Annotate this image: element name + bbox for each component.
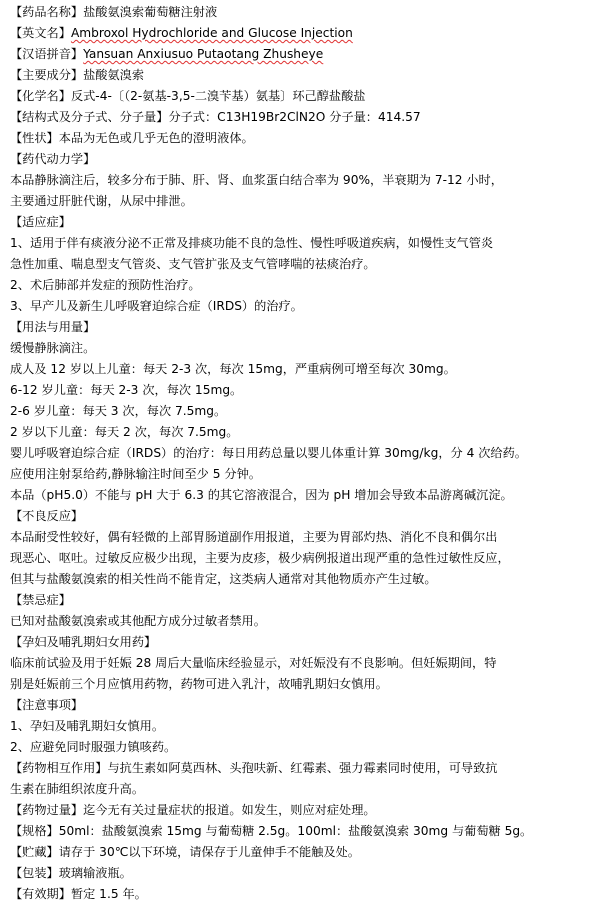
- ingredient-value: 盐酸氨溴索: [83, 68, 145, 82]
- expiry-label: 【有效期】: [10, 887, 71, 901]
- pinyin-line: [10, 44, 323, 65]
- interaction-text-line: 生素在肺组织浓度升高。: [10, 782, 145, 796]
- overdose-value: 迄今无有关过量症状的报道。如发生，则应对症处理。: [83, 803, 376, 817]
- expiry-value: 暂定 1.5 年。: [70, 887, 147, 901]
- usage-heading: 【用法与用量】: [10, 320, 96, 334]
- chemical-name-line: [10, 86, 365, 107]
- ingredient-line: [10, 65, 144, 86]
- pharmacokinetics-text-line: 主要通过肝脏代谢，从尿中排泄。: [10, 194, 193, 208]
- ingredient-label: 【主要成分】: [10, 68, 84, 82]
- overdose-line: [10, 800, 376, 821]
- contraindication-heading: 【禁忌症】: [10, 593, 71, 607]
- indication-text-line: 1、适用于伴有痰液分泌不正常及排痰功能不良的急性、慢性呼吸道疾病，如慢性支气管炎: [10, 236, 494, 250]
- adverse-reaction-text-line: 本品耐受性较好，偶有轻微的上部胃肠道副作用报道，主要为胃部灼热、消化不良和偶尔出: [10, 530, 498, 544]
- adverse-reaction-text-line: 但其与盐酸氨溴索的相关性尚不能肯定，这类病人通常对其他物质亦产生过敏。: [10, 572, 437, 586]
- interaction-text: 与抗生素如阿莫西林、头孢呋新、红霉素、强力霉素同时使用，可导致抗: [107, 761, 498, 775]
- storage-value: 请存于 30℃以下环境，请保存于儿童伸手不能触及处。: [58, 845, 360, 859]
- formula-value: 分子式：C13H19Br2ClN2O 分子量：414.57: [168, 110, 421, 124]
- storage-label: 【贮藏】: [10, 845, 59, 859]
- indication-text-line: 急性加重、喘息型支气管炎、支气管扩张及支气管哮喘的祛痰治疗。: [10, 257, 376, 271]
- overdose-label: 【药物过量】: [10, 803, 84, 817]
- drug-name-value: 盐酸氨溴索葡萄糖注射液: [83, 5, 218, 19]
- caution-heading: 【注意事项】: [10, 698, 84, 712]
- specification-label: 【规格】: [10, 824, 59, 838]
- chemical-name-label: 【化学名】: [10, 89, 71, 103]
- appearance-label: 【性状】: [10, 131, 59, 145]
- formula-label: 【结构式及分子式、分子量】: [10, 110, 169, 124]
- drug-name-line: [10, 2, 217, 23]
- usage-text-line: 本品（pH5.0）不能与 pH 大于 6.3 的其它溶液混合，因为 pH 增加会导致本品游离碱沉淀。: [10, 488, 513, 502]
- usage-text-line: 2 岁以下儿童：每天 2 次，每次 7.5mg。: [10, 425, 239, 439]
- usage-text-line: 2-6 岁儿童：每天 3 次，每次 7.5mg。: [10, 404, 227, 418]
- pharmacokinetics-text-line: 本品静脉滴注后，较多分布于肺、肝、肾、血浆蛋白结合率为 90%，半衰期为 7-12 小时，: [10, 173, 503, 187]
- package-label: 【包装】: [10, 866, 59, 880]
- interaction-line: [10, 758, 498, 779]
- adverse-reaction-text-line: 现恶心、呕吐。过敏反应极少出现，主要为皮疹，极少病例报道出现严重的急性过敏性反应，: [10, 551, 510, 565]
- indication-text-line: 3、早产儿及新生儿呼吸窘迫综合症（IRDS）的治疗。: [10, 299, 303, 313]
- pregnancy-text-line: 临床前试验及用于妊娠 28 周后大量临床经验显示，对妊娠没有不良影响。但妊娠期间，特: [10, 656, 497, 670]
- usage-text-line: 6-12 岁儿童：每天 2-3 次，每次 15mg。: [10, 383, 243, 397]
- usage-text-line: 成人及 12 岁以上儿童：每天 2-3 次，每次 15mg，严重病例可增至每次 30mg。: [10, 362, 456, 376]
- pinyin-value: Yansuan Anxiusuo Putaotang Zhusheye: [83, 47, 324, 61]
- interaction-label: 【药物相互作用】: [10, 761, 108, 775]
- specification-value: 50ml：盐酸氨溴索 15mg 与葡萄糖 2.5g。100ml：盐酸氨溴索 30mg 与葡萄糖 5g。: [58, 824, 533, 838]
- english-name-value: Ambroxol Hydrochloride and Glucose Injection: [70, 26, 353, 40]
- usage-text-line: 应使用注射泵给药,静脉输注时间至少 5 分钟。: [10, 467, 261, 481]
- contraindication-text: 已知对盐酸氨溴索或其他配方成分过敏者禁用。: [10, 614, 266, 628]
- caution-text-line: 2、应避免同时服强力镇咳药。: [10, 740, 177, 754]
- appearance-value: 本品为无色或几乎无色的澄明液体。: [58, 131, 254, 145]
- english-name-line: [10, 23, 353, 44]
- pregnancy-heading: 【孕妇及哺乳期妇女用药】: [10, 635, 157, 649]
- package-line: [10, 863, 132, 884]
- drug-name-label: 【药品名称】: [10, 5, 84, 19]
- indication-heading: 【适应症】: [10, 215, 71, 229]
- chemical-name-value: 反式-4-〔（2-氨基-3,5-二溴苄基）氨基〕环己醇盐酸盐: [70, 89, 366, 103]
- usage-text-line: 缓慢静脉滴注。: [10, 341, 96, 355]
- pinyin-label: 【汉语拼音】: [10, 47, 84, 61]
- formula-line: [10, 107, 421, 128]
- storage-line: [10, 842, 360, 863]
- package-value: 玻璃输液瓶。: [58, 866, 132, 880]
- adverse-reaction-heading: 【不良反应】: [10, 509, 84, 523]
- appearance-line: [10, 128, 254, 149]
- specification-line: [10, 821, 532, 842]
- usage-text-line: 婴儿呼吸窘迫综合症（IRDS）的治疗：每日用药总量以婴儿体重计算 30mg/kg，分 4 次给药。: [10, 446, 527, 460]
- pregnancy-text-line: 别是妊娠前三个月应慎用药物，药物可进入乳汁，故哺乳期妇女慎用。: [10, 677, 388, 691]
- caution-text-line: 1、孕妇及哺乳期妇女慎用。: [10, 719, 165, 733]
- pharmacokinetics-heading: 【药代动力学】: [10, 152, 96, 166]
- indication-text-line: 2、术后肺部并发症的预防性治疗。: [10, 278, 201, 292]
- english-name-label: 【英文名】: [10, 26, 71, 40]
- expiry-line: [10, 884, 147, 905]
